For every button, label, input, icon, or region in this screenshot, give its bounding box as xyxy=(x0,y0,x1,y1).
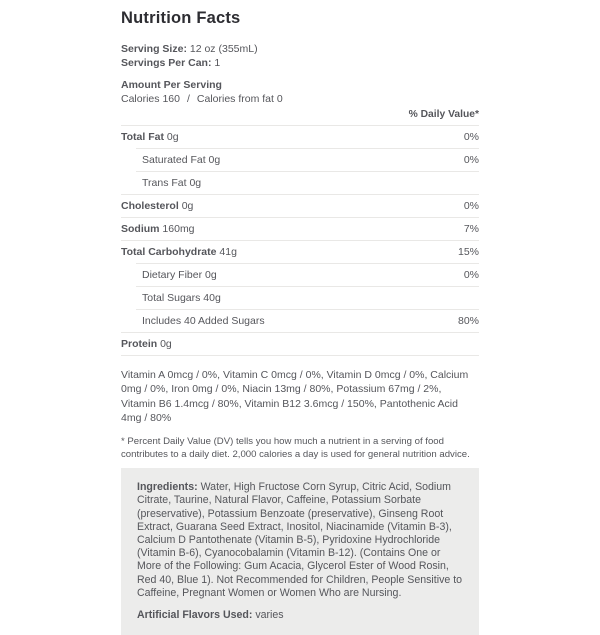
nutrient-label xyxy=(121,200,193,212)
nutrient-amount: 41g xyxy=(219,246,237,258)
nutrient-amount: 40g xyxy=(203,292,221,304)
nutrient-daily-value: 80% xyxy=(457,315,479,327)
artificial-flavors-line xyxy=(137,609,463,622)
servings-per-can-label: Servings Per Can: xyxy=(121,57,212,69)
artificial-flavors-label: Artificial Flavors Used: xyxy=(137,609,253,622)
calories-from-fat-label: Calories from fat xyxy=(196,93,274,105)
nutrient-daily-value: 0% xyxy=(463,154,479,166)
nutrient-name: Cholesterol xyxy=(121,200,179,212)
amount-per-serving-label: Amount Per Serving xyxy=(121,79,222,91)
calories-separator: / xyxy=(186,93,190,105)
daily-value-header: % Daily Value* xyxy=(408,109,479,120)
calories-label: Calories xyxy=(121,93,160,105)
serving-size-label: Serving Size: xyxy=(121,43,187,55)
nutrient-row xyxy=(136,309,479,332)
nutrient-amount: 0g xyxy=(205,269,217,281)
nutrition-facts-panel xyxy=(121,0,479,635)
vitamins-text: Vitamin A 0mcg / 0%, Vitamin C 0mcg / 0%, Vitamin D 0mcg / 0%, Calcium 0mg / 0%, Iron 0mg / 0%, Niacin 13mg / 80%, Potassium 67mg / 2%, Vitamin B6 1.4mcg / 80%, Vitamin B12 3.6mcg / 150%, Pantothenic Acid 4mg / 80% xyxy=(121,369,469,424)
nutrient-label xyxy=(121,338,172,350)
calories-line xyxy=(121,92,479,106)
nutrient-name: Sodium xyxy=(121,223,160,235)
nutrient-row xyxy=(121,240,479,263)
nutrient-daily-value: 0% xyxy=(463,269,479,281)
nutrient-amount: 0g xyxy=(189,177,202,189)
nutrient-daily-value: 0% xyxy=(463,131,479,143)
servings-per-can-line xyxy=(121,56,479,70)
nutrient-amount: 0g xyxy=(181,200,194,212)
nutrient-label xyxy=(136,292,221,304)
ingredients-label: Ingredients: xyxy=(137,481,198,494)
nutrient-row xyxy=(121,125,479,148)
nutrient-label xyxy=(121,131,179,143)
nutrient-row xyxy=(136,148,479,171)
nutrient-name: Dietary Fiber xyxy=(142,269,203,281)
nutrient-amount: 0g xyxy=(208,154,221,166)
nutrient-label xyxy=(136,269,217,281)
nutrient-daily-value: 0% xyxy=(463,200,479,212)
page-title: Nutrition Facts xyxy=(121,9,241,27)
nutrient-daily-value: 7% xyxy=(463,223,479,235)
calories-from-fat-value: 0 xyxy=(276,93,283,105)
nutrient-name: Protein xyxy=(121,338,158,350)
nutrient-row xyxy=(136,171,479,194)
nutrient-name: Total Sugars xyxy=(142,292,201,304)
serving-size-value: 12 oz (355mL) xyxy=(189,43,258,55)
ingredients-text: Water, High Fructose Corn Syrup, Citric Acid, Sodium Citrate, Taurine, Natural Flavor, Caffeine, Potassium Sorbate (preservative), Potassium Benzoate (preservative), Ginseng Root Extract, Guarana Seed Extract, Inositol, Niacinamide (Vitamin B-3), Calcium D Pantothenate (Vitamin B-5), Pyridoxine Hydrochloride (Vitamin B-6), Cyanocobalamin (Vitamin B-12). (Contains One or More of the Following: Gum Acacia, Glycerol Ester of Wood Rosin, Red 40, Blue 1). Not Recommended for Children, People Sensitive to Caffeine, Pregnant Women or Women Who are Nursing. xyxy=(137,481,463,599)
nutrient-label xyxy=(121,246,237,258)
artificial-flavors-value: varies xyxy=(255,609,284,622)
nutrient-row xyxy=(136,263,479,286)
servings-per-can-value: 1 xyxy=(214,57,221,69)
nutrient-label xyxy=(136,154,220,166)
nutrient-row xyxy=(121,332,479,355)
nutrient-row xyxy=(136,286,479,309)
ingredients-box xyxy=(121,468,479,635)
nutrient-name: Includes 40 Added Sugars xyxy=(142,315,265,327)
nutrient-name: Total Fat xyxy=(121,131,164,143)
nutrient-name: Total Carbohydrate xyxy=(121,246,217,258)
nutrient-amount: 0g xyxy=(166,131,179,143)
ingredients-paragraph xyxy=(137,481,463,600)
dv-footnote: * Percent Daily Value (DV) tells you how much a nutrient in a serving of food contributes to a daily diet. 2,000 calories a day is used for general nutrition advice. xyxy=(121,436,470,461)
nutrient-table xyxy=(121,125,479,356)
amount-per-serving xyxy=(121,78,479,106)
serving-size-line xyxy=(121,42,479,56)
serving-info xyxy=(121,42,479,70)
nutrient-daily-value: 15% xyxy=(457,246,479,258)
nutrient-name: Saturated Fat xyxy=(142,154,206,166)
nutrient-amount: 160mg xyxy=(162,223,195,235)
nutrient-label xyxy=(136,315,265,327)
nutrient-name: Trans Fat xyxy=(142,177,187,189)
nutrient-label xyxy=(136,177,201,189)
nutrient-amount: 0g xyxy=(160,338,172,350)
calories-value: 160 xyxy=(162,93,180,105)
nutrient-row xyxy=(121,194,479,217)
nutrient-row xyxy=(121,217,479,240)
nutrient-label xyxy=(121,223,195,235)
